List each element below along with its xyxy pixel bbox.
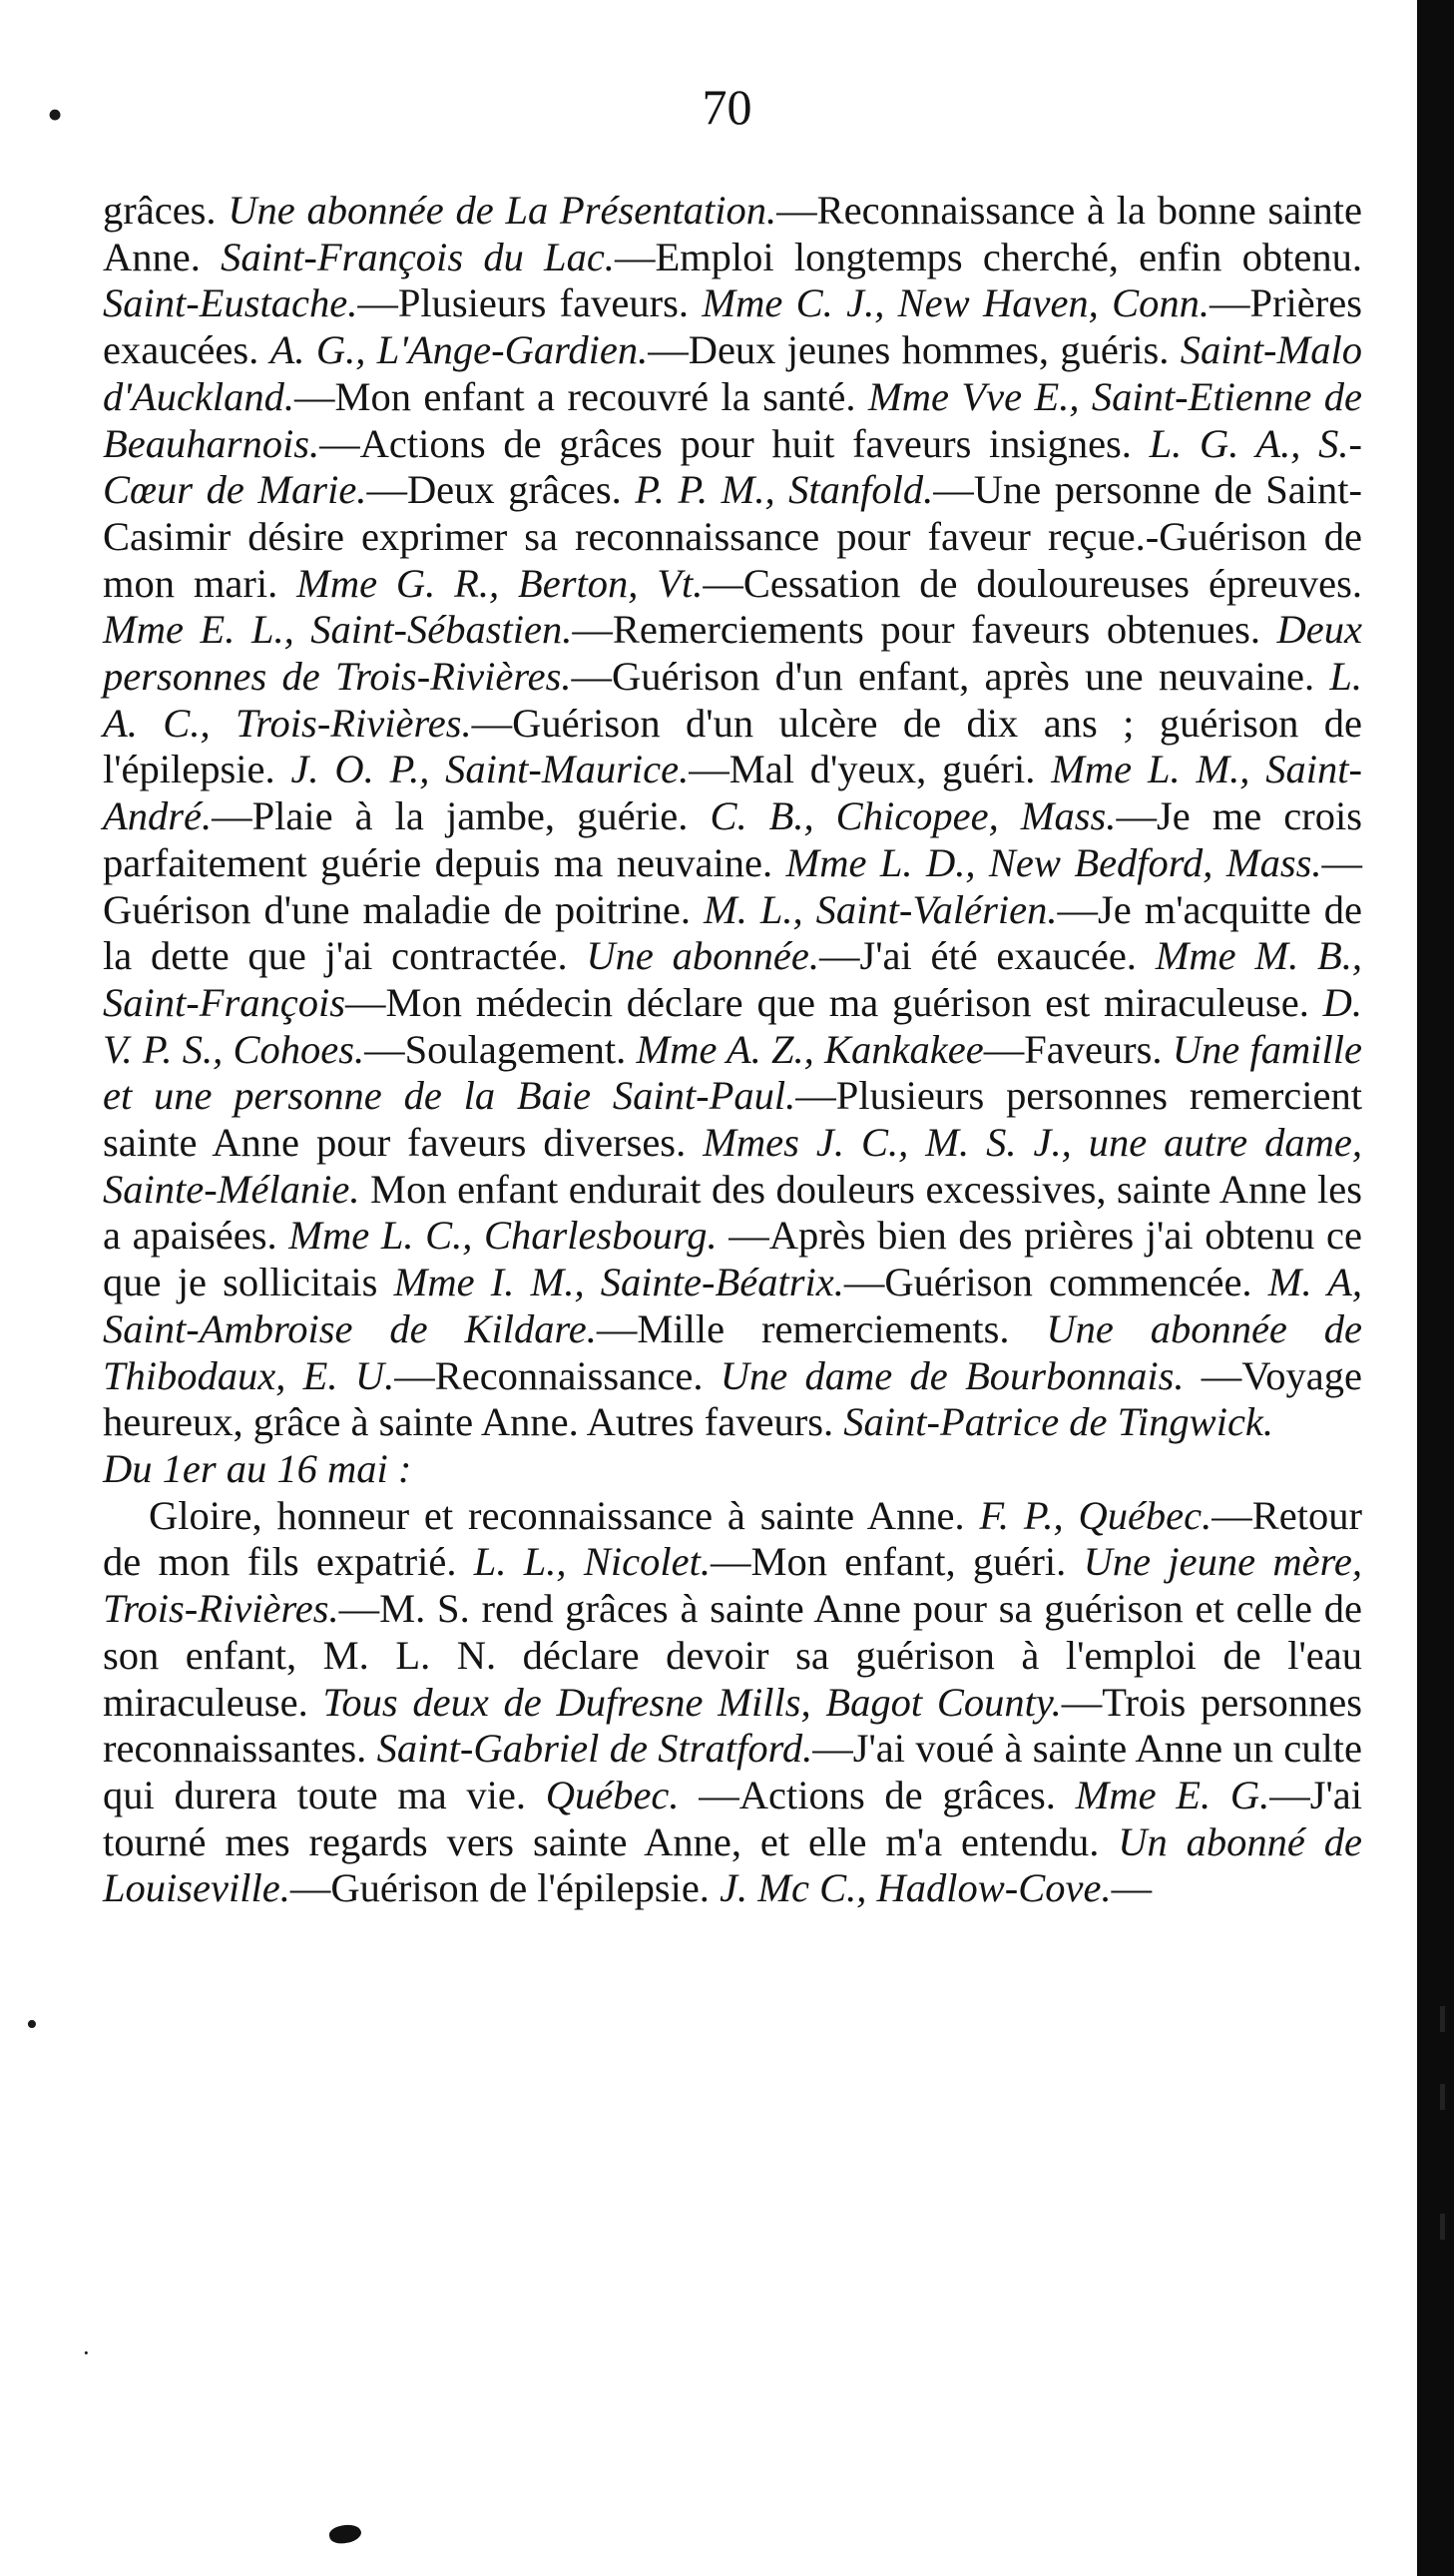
entry-name: Mme M. B., Saint-François bbox=[103, 933, 1362, 1025]
entry-name: P. P. M., Stanfold. bbox=[635, 467, 934, 513]
entry-name: Une jeune mère, Trois-Rivières. bbox=[103, 1539, 1362, 1632]
entry-name: L. L., Nicolet. bbox=[473, 1539, 711, 1585]
entry-text: —Remerciements pour faveurs obtenues. bbox=[572, 607, 1277, 653]
entry-name: Une abonnée. bbox=[586, 933, 819, 979]
entry-text: —Deux grâces. bbox=[366, 467, 636, 513]
entry-name: D. V. P. S., Cohoes. bbox=[103, 979, 1362, 1072]
entry-name: Mme C. J., New Haven, Conn. bbox=[702, 280, 1211, 326]
entry-name: Saint-Patrice de Tingwick. bbox=[843, 1399, 1274, 1445]
entry-name: Tous deux de Dufresne Mills, Bagot County. bbox=[322, 1679, 1062, 1725]
entry-text: grâces. bbox=[103, 188, 229, 233]
entry-text: —J'ai voué à sainte Anne un culte qui durera toute ma vie. bbox=[103, 1726, 1363, 1817]
entry-name: Mme E. L., Saint-Sébastien. bbox=[103, 607, 573, 653]
edge-mark bbox=[1440, 2084, 1445, 2110]
entry-text: —Trois personnes reconnaissantes. bbox=[103, 1679, 1362, 1772]
entry-text: —Guérison d'une maladie de poitrine. bbox=[103, 839, 1362, 932]
entry-text: —J'ai tourné mes regards vers sainte Anne, et elle m'a entendu. bbox=[103, 1772, 1362, 1864]
entry-name: Saint-François du Lac. bbox=[221, 234, 615, 279]
entry-text: —Plusieurs personnes remercient sainte Anne pour faveurs diverses. bbox=[103, 1073, 1363, 1166]
date-heading: Du 1er au 16 mai : bbox=[103, 1445, 412, 1491]
entry-text: —Mon enfant a recouvré la santé. bbox=[293, 373, 868, 419]
entry-text: —Emploi longtemps cherché, enfin obtenu. bbox=[614, 234, 1362, 279]
entry-text: —Deux jeunes hommes, guéris. bbox=[648, 327, 1181, 373]
entry-name: Un abonné de Louiseville. bbox=[103, 1818, 1363, 1911]
entry-text: —Je m'acquitte de la dette que j'ai contractée. bbox=[103, 886, 1362, 979]
entry-name: Mme I. M., Sainte-Béatrix. bbox=[393, 1260, 844, 1305]
page-body bbox=[103, 188, 1362, 1912]
entry-name: C. B., Chicopee, Mass. bbox=[710, 793, 1117, 839]
entry-text: —Voyage heureux, grâce à sainte Anne. Autres faveurs. bbox=[103, 1352, 1362, 1445]
entry-text: —Mal d'yeux, guéri. bbox=[689, 747, 1052, 792]
entry-text: —Actions de grâces pour huit faveurs insignes. bbox=[319, 420, 1150, 466]
entry-name: Saint-Eustache. bbox=[103, 280, 358, 326]
entry-name: Mme E. G. bbox=[1075, 1772, 1270, 1817]
entry-text: — bbox=[1111, 1865, 1153, 1911]
entry-name: Une dame de Bourbonnais. bbox=[720, 1352, 1185, 1398]
entry-text: —Mille remerciements. bbox=[596, 1305, 1047, 1351]
paragraph-acknowledgements-1 bbox=[103, 188, 1362, 1446]
margin-dot: • bbox=[47, 89, 64, 140]
entry-name: Mme L. D., New Bedford, Mass. bbox=[785, 839, 1322, 885]
ink-blot bbox=[327, 2522, 362, 2546]
entry-name: F. P., Québec. bbox=[979, 1492, 1212, 1538]
entry-name: Deux personnes de Trois-Rivières. bbox=[103, 607, 1362, 700]
entry-text: —Mon enfant, guéri. bbox=[710, 1539, 1084, 1585]
entry-text: —M. S. rend grâces à sainte Anne pour sa guérison et celle de son enfant, M. L. N. déclare devoir sa guérison à l'emploi de l'eau miraculeuse. bbox=[103, 1586, 1362, 1725]
entry-text: —Reconnaissance. bbox=[394, 1352, 721, 1398]
entry-name: Mmes J. C., M. S. J., une autre dame, Sainte-Mélanie. bbox=[103, 1120, 1362, 1212]
entry-name: Mme L. C., Charlesbourg. bbox=[288, 1213, 718, 1259]
paragraph-acknowledgements-2 bbox=[103, 1493, 1362, 1912]
entry-name: J. Mc C., Hadlow-Cove. bbox=[720, 1865, 1112, 1911]
entry-text: Mon enfant endurait des douleurs excessives, sainte Anne les a apaisées. bbox=[103, 1166, 1362, 1259]
entry-text: —Guérison commencée. bbox=[843, 1260, 1268, 1305]
entry-name: Mme A. Z., Kankakee bbox=[636, 1026, 984, 1072]
entry-text: —Cessation de douloureuses épreuves. bbox=[703, 560, 1362, 606]
entry-name: Mme L. M., Saint-André. bbox=[103, 747, 1362, 839]
entry-name: M. L., Saint-Valérien. bbox=[704, 886, 1058, 932]
page-edge-shadow bbox=[1417, 0, 1454, 2576]
entry-text: —Actions de grâces. bbox=[679, 1772, 1076, 1817]
entry-name: Une abonnée de La Présentation. bbox=[228, 188, 777, 233]
entry-text: —J'ai été exaucée. bbox=[818, 933, 1156, 979]
margin-speck: • bbox=[26, 2006, 38, 2043]
entry-text: —Faveurs. bbox=[983, 1026, 1173, 1072]
entry-name: M. A, Saint-Ambroise de Kildare. bbox=[103, 1260, 1362, 1351]
entry-text: —Plaie à la jambe, guérie. bbox=[212, 793, 711, 839]
entry-text: —Guérison d'un ulcère de dix ans ; guérison de l'épilepsie. bbox=[103, 700, 1362, 792]
entry-text: Gloire, honneur et reconnaissance à sainte Anne. bbox=[149, 1492, 980, 1538]
entry-name: J. O. P., Saint-Maurice. bbox=[290, 747, 690, 792]
entry-text: —Mon médecin déclare que ma guérison est miraculeuse. bbox=[344, 979, 1323, 1025]
entry-text: —Guérison d'un enfant, après une neuvaine. bbox=[571, 654, 1330, 700]
entry-name: Saint-Gabriel de Stratford. bbox=[376, 1726, 813, 1772]
entry-name: Québec. bbox=[545, 1772, 680, 1817]
entry-name: L. G. A., S.-Cœur de Marie. bbox=[103, 420, 1362, 513]
entry-name: Mme Vve E., Saint-Etienne de Beauharnois. bbox=[103, 373, 1362, 466]
entry-text: —Après bien des prières j'ai obtenu ce que je sollicitais bbox=[103, 1213, 1362, 1305]
entry-text: —Je me crois parfaitement guérie depuis ma neuvaine. bbox=[103, 793, 1362, 885]
edge-mark bbox=[1440, 2214, 1445, 2240]
page-number: 70 bbox=[702, 79, 752, 135]
entry-name: A. G., L'Ange-Gardien. bbox=[269, 327, 649, 373]
entry-text: —Soulagement. bbox=[364, 1026, 637, 1072]
margin-speck: · bbox=[82, 2338, 91, 2367]
entry-text: —Prières exaucées. bbox=[103, 280, 1362, 373]
entry-text: —Reconnaissance à la bonne sainte Anne. bbox=[103, 188, 1362, 279]
entry-name: Mme G. R., Berton, Vt. bbox=[296, 560, 704, 606]
entry-name: Une abonnée de Thibodaux, E. U. bbox=[103, 1305, 1363, 1398]
entry-text: —Guérison de l'épilepsie. bbox=[289, 1865, 721, 1911]
entry-text: —Retour de mon fils expatrié. bbox=[103, 1492, 1362, 1585]
entry-text: —Une personne de Saint-Casimir désire exprimer sa reconnaissance pour faveur reçue.-Guérison de mon mari. bbox=[103, 467, 1363, 606]
edge-mark bbox=[1440, 2006, 1445, 2032]
entry-name: Saint-Malo d'Auckland. bbox=[103, 327, 1363, 419]
entry-name: Une famille et une personne de la Baie Saint-Paul. bbox=[103, 1026, 1362, 1119]
entry-text: —Plusieurs faveurs. bbox=[357, 280, 703, 326]
entry-name: L. A. C., Trois-Rivières. bbox=[103, 654, 1362, 746]
